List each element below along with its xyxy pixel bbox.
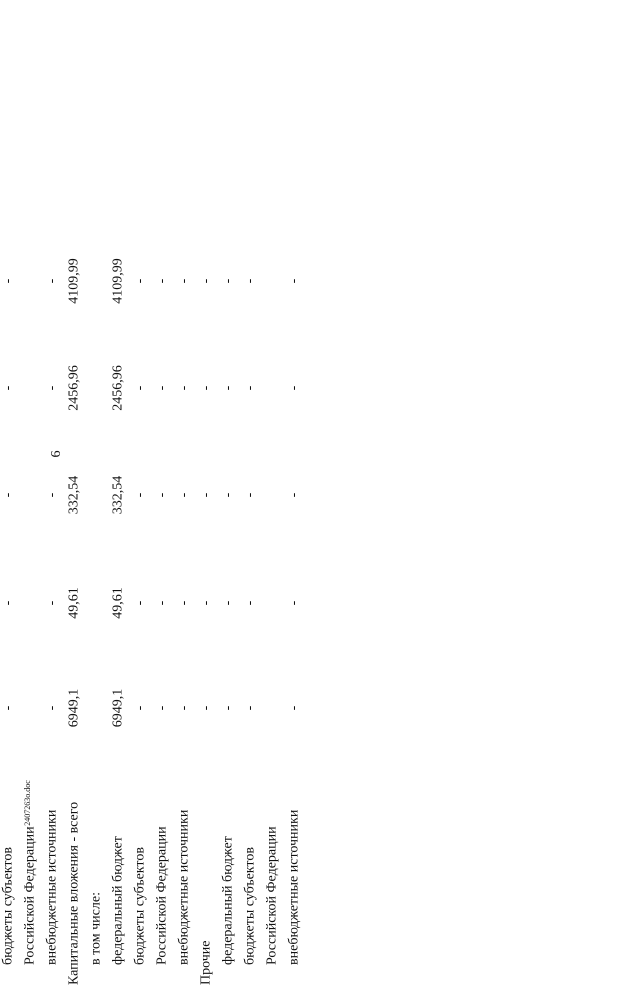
cell-value: - <box>286 278 302 284</box>
cell-value: - <box>220 492 236 498</box>
cell-value: 4109,99 <box>110 258 126 304</box>
cell-value <box>86 549 108 657</box>
cell-value: - <box>198 600 214 606</box>
cell-value: - <box>242 600 258 606</box>
cell-value: - <box>132 385 148 391</box>
cell-value: - <box>220 600 236 606</box>
cell-value <box>262 549 284 657</box>
cell-value: 332,54 <box>110 475 126 515</box>
cell-value: 49,61 <box>66 587 82 619</box>
table-row <box>86 227 108 987</box>
cell-value: - <box>44 385 60 391</box>
cell-value <box>262 441 284 549</box>
cell-value: - <box>242 385 258 391</box>
cell-value: - <box>220 278 236 284</box>
cell-value: - <box>132 278 148 284</box>
cell-value <box>262 657 284 759</box>
cell-value: - <box>0 600 16 606</box>
cell-value <box>20 335 42 441</box>
cell-value: - <box>198 278 214 284</box>
table-row <box>240 227 262 987</box>
cell-value: - <box>0 705 16 711</box>
cell-value <box>262 227 284 335</box>
cell-value <box>86 441 108 549</box>
row-label: бюджеты субъектов <box>242 847 258 965</box>
cell-value <box>262 335 284 441</box>
row-label: Российской Федерации <box>154 826 170 965</box>
cell-value: 49,61 <box>110 587 126 619</box>
cell-value: - <box>176 492 192 498</box>
cell-value: - <box>44 492 60 498</box>
cell-value: - <box>242 492 258 498</box>
cell-value: - <box>0 492 16 498</box>
cell-value <box>86 227 108 335</box>
cell-value <box>20 657 42 759</box>
cell-value: - <box>44 600 60 606</box>
cell-value: - <box>286 492 302 498</box>
table-row <box>20 227 42 987</box>
cell-value: - <box>0 385 16 391</box>
cell-value: - <box>176 705 192 711</box>
cell-value <box>20 441 42 549</box>
cell-value: - <box>286 600 302 606</box>
row-label: внебюджетные источники <box>44 809 60 965</box>
table-body <box>0 227 306 987</box>
table-row <box>262 227 284 987</box>
table-row <box>218 227 240 987</box>
cell-value: - <box>44 278 60 284</box>
cell-value: - <box>220 385 236 391</box>
table-row <box>174 227 196 987</box>
cell-value <box>20 227 42 335</box>
cell-value: - <box>198 492 214 498</box>
cell-value: - <box>154 385 170 391</box>
page-number: 6 <box>49 450 64 458</box>
cell-value: - <box>154 492 170 498</box>
table-row <box>0 227 20 987</box>
table-row <box>64 227 86 987</box>
cell-value: - <box>154 705 170 711</box>
footer-filename: 2407263o.doc <box>23 780 32 826</box>
cell-value: - <box>132 600 148 606</box>
row-label: Российской Федерации <box>264 826 280 965</box>
rotated-table-container <box>0 228 344 988</box>
cell-value: 6949,1 <box>66 688 82 728</box>
cell-value: - <box>242 705 258 711</box>
row-label: Российской Федерации <box>22 826 38 965</box>
cell-value: - <box>220 705 236 711</box>
row-label: Прочие <box>198 940 214 985</box>
cell-value: 4109,99 <box>66 258 82 304</box>
table-row <box>284 227 306 987</box>
table-row <box>108 227 130 987</box>
financing-table <box>0 226 306 987</box>
cell-value: - <box>154 600 170 606</box>
cell-value: 2456,96 <box>66 365 82 411</box>
cell-value: - <box>0 278 16 284</box>
row-label: федеральный бюджет <box>110 836 126 965</box>
cell-value: - <box>286 705 302 711</box>
cell-value: - <box>176 385 192 391</box>
cell-value: 332,54 <box>66 475 82 515</box>
row-label: внебюджетные источники <box>176 809 192 965</box>
cell-value: - <box>242 278 258 284</box>
row-label: Капитальные вложения - всего <box>66 801 82 985</box>
cell-value: 6949,1 <box>110 688 126 728</box>
cell-value: - <box>198 705 214 711</box>
cell-value: - <box>198 385 214 391</box>
table-row <box>42 227 64 987</box>
cell-value <box>86 657 108 759</box>
cell-value: - <box>132 705 148 711</box>
table-row <box>196 227 218 987</box>
cell-value <box>86 335 108 441</box>
cell-value: - <box>176 278 192 284</box>
cell-value: - <box>154 278 170 284</box>
cell-value <box>20 549 42 657</box>
cell-value: - <box>44 705 60 711</box>
table-row <box>152 227 174 987</box>
row-label: в том числе: <box>88 892 104 965</box>
row-label: федеральный бюджет <box>220 836 236 965</box>
cell-value: - <box>176 600 192 606</box>
row-label: бюджеты субъектов <box>0 847 16 965</box>
cell-value: - <box>132 492 148 498</box>
row-label: внебюджетные источники <box>286 809 302 965</box>
cell-value: 2456,96 <box>110 365 126 411</box>
cell-value: - <box>286 385 302 391</box>
table-row <box>130 227 152 987</box>
row-label: бюджеты субъектов <box>132 847 148 965</box>
